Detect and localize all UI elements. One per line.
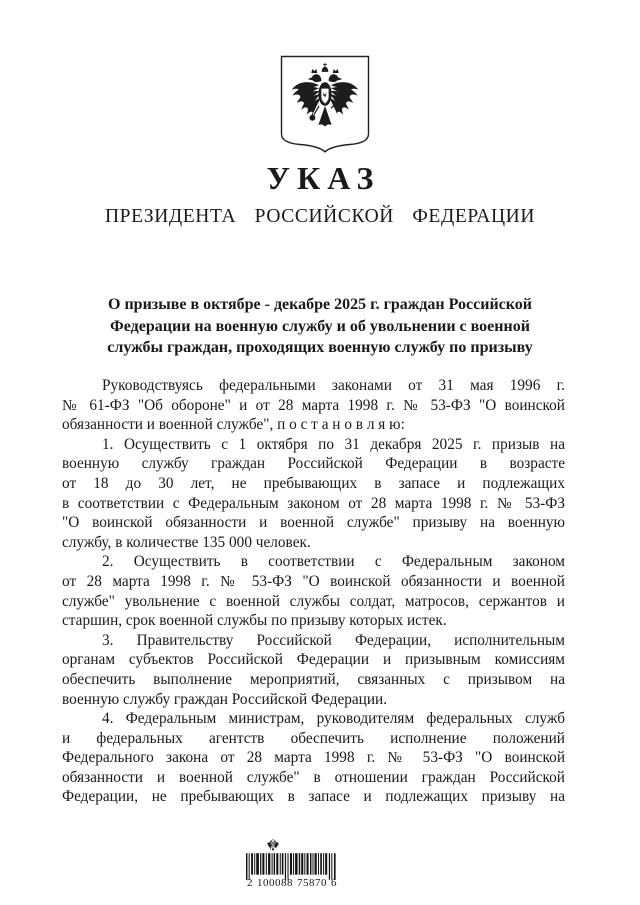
body-line: "О воинской обязанности и военной службе" призыву на военную <box>62 514 565 532</box>
barcode-digits <box>246 877 338 889</box>
body-line: в соответствии с Федеральным законом от 28 марта 1998 г. № 53-ФЗ <box>62 494 565 512</box>
barcode-digit-group: 6 <box>331 877 337 889</box>
paragraph <box>62 709 565 807</box>
body-line: обязанности и военной службе", п о с т а н о в л я ю: <box>62 416 405 434</box>
body-line: службу, в количестве 135 000 человек. <box>62 533 311 551</box>
body-line: 4. Федеральным министрам, руководителям федеральных служб <box>102 710 565 728</box>
decree-body <box>62 376 565 807</box>
paragraph <box>62 552 565 630</box>
body-line: органам субъектов Российской Федерации и призывным комиссиям <box>62 651 565 669</box>
body-line: военную службу граждан Российской Федерации в возрасте <box>62 455 565 473</box>
decree-subject-heading <box>90 294 550 359</box>
body-line: обеспечить выполнение мероприятий, связанных с призывом на <box>62 670 565 688</box>
barcode-block <box>246 839 338 889</box>
body-line: Руководствуясь федеральными законами от 31 мая 1996 г. <box>102 377 565 394</box>
decree-title: УКАЗ <box>266 160 381 196</box>
paragraph <box>62 376 565 435</box>
paragraph <box>62 435 565 553</box>
body-line: от 18 до 30 лет, не пребывающих в запасе и подлежащих <box>62 474 565 492</box>
paragraph <box>62 631 565 709</box>
body-line: службе" увольнение с военной службы солдат, матросов, сержантов и <box>62 592 565 610</box>
barcode-bars <box>246 853 336 880</box>
barcode-digit-group: 2 <box>247 877 253 889</box>
body-line: 1. Осуществить с 1 октября по 31 декабря 2025 г. призыв на <box>102 435 565 453</box>
body-line: 2. Осуществить в соответствии с Федеральным законом <box>102 553 565 571</box>
barcode-digit-group: 75870 <box>297 877 327 889</box>
body-line: военную службу граждан Российской Федерации. <box>62 690 388 708</box>
body-line: и федеральных агентств обеспечить исполнение положений <box>62 729 565 747</box>
body-line: Федерального закона от 28 марта 1998 г. № 53-ФЗ "О воинской <box>62 749 565 767</box>
body-line: 3. Правительству Российской Федерации, исполнительным <box>102 631 565 649</box>
body-line: обязанности и военной службе" в отношении граждан Российской <box>62 768 565 786</box>
heading-line: О призыве в октябре - декабре 2025 г. граждан Российской <box>108 296 532 313</box>
mini-eagle-icon <box>262 839 284 853</box>
coat-of-arms-icon <box>280 55 370 154</box>
barcode-digit-group: 100088 <box>257 877 293 889</box>
body-line: № 61-ФЗ "Об обороне" и от 28 марта 1998 г. № 53-ФЗ "О воинской <box>62 396 565 414</box>
body-line: Федерации, не пребывающих в запасе и подлежащих призыву на <box>62 788 565 806</box>
body-line: от 28 марта 1998 г. № 53-ФЗ "О воинской обязанности и военной <box>62 572 565 590</box>
heading-line: службы граждан, проходящих военную службу по призыву <box>107 339 533 356</box>
decree-subtitle: ПРЕЗИДЕНТА РОССИЙСКОЙ ФЕДЕРАЦИИ <box>104 206 536 227</box>
body-line: старшин, срок военной службы по призыву которых истек. <box>62 612 447 630</box>
heading-line: Федерации на военную службу и об увольнении с военной <box>110 317 530 335</box>
